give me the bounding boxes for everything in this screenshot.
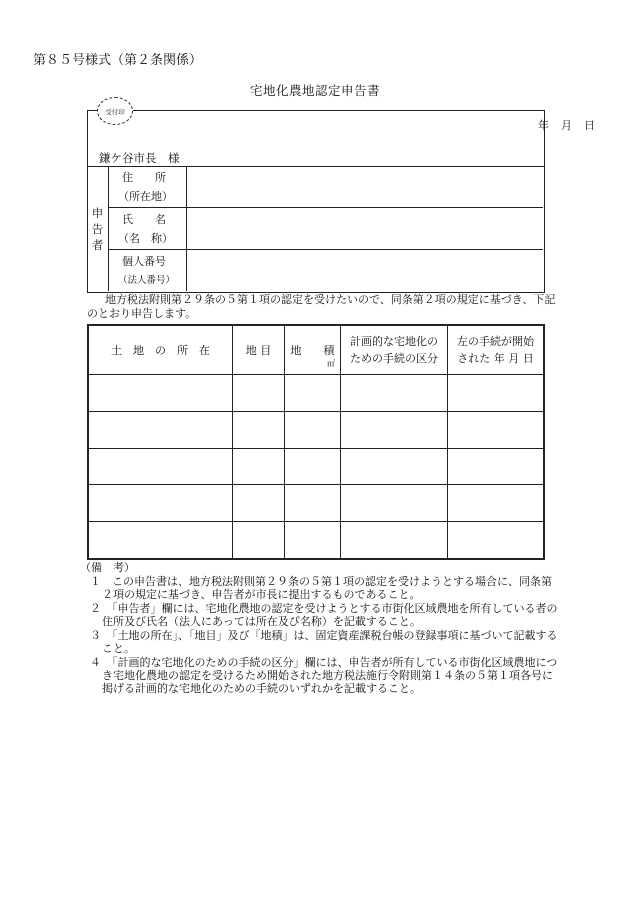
note-item-1: １ この申告書は、地方税法附則第２９条の５第１項の認定を受けようとする場合に、同条第２項の規定に基づき、申告者が市長に提出するものであること。 — [90, 575, 552, 601]
table-row — [89, 522, 544, 559]
name-row — [108, 208, 543, 250]
addressee: 鎌ケ谷市長 様 — [99, 151, 180, 165]
address-label: 住 所 — [122, 171, 166, 184]
id-number-field[interactable] — [187, 250, 543, 291]
applicant-vertical-label: 申 告 者 — [87, 166, 109, 291]
header-land-category: 地 目 — [233, 326, 285, 375]
id-number-row — [108, 250, 543, 291]
header-procedure-type: 計画的な宅地化のための手続の区分 — [341, 326, 448, 375]
name-sublabel: （名 称） — [118, 232, 173, 245]
date-day: 日 — [584, 119, 595, 132]
area-unit: ㎡ — [327, 359, 335, 368]
note-item-4: ４ 「計画的な宅地化のための手続の区分」欄には、申告者が所有している市街化区域農地につき宅地化農地の認定を受けるため開始された地方税法施行令附則第１４条の５第１項各号に掲げる計画的な宅地化のための手続のいずれかを記載すること。 — [90, 656, 558, 695]
note-item-2: ２ 「申告者」欄には、宅地化農地の認定を受けようとする市街化区域農地を所有している者の住所及び氏名（法人にあっては所在及び名称）を記載すること。 — [90, 602, 558, 628]
header-start-date: 左の手続が開始された 年 月 日 — [448, 326, 544, 375]
table-row — [89, 375, 544, 412]
id-number-sublabel: （法人番号） — [118, 275, 176, 286]
lead-text: 地方税法附則第２９条の５第１項の認定を受けたいので、同条第２項の規定に基づき、下記のとおり申告します。 — [87, 293, 556, 320]
address-sublabel: （所在地） — [118, 190, 173, 203]
table-row — [89, 485, 544, 522]
reception-stamp-mark: 受付印 — [97, 97, 133, 125]
date-line — [526, 117, 595, 133]
table-row — [89, 448, 544, 485]
header-location: 土 地 の 所 在 — [89, 326, 233, 375]
notes-section — [80, 561, 560, 695]
land-table — [87, 324, 545, 560]
date-month: 月 — [561, 119, 572, 132]
address-field[interactable] — [187, 166, 543, 207]
name-field[interactable] — [187, 208, 543, 249]
address-row — [108, 166, 543, 208]
table-row — [89, 411, 544, 448]
name-label: 氏 名 — [122, 213, 166, 226]
form-number: 第８５号様式（第２条関係） — [33, 53, 203, 68]
notes-heading: （備 考） — [80, 561, 135, 574]
note-item-3: ３ 「土地の所在」、「地目」及び「地積」は、固定資産課税台帳の登録事項に基づいて記載すること。 — [90, 629, 558, 655]
date-year: 年 — [538, 119, 549, 132]
id-number-label: 個人番号 — [122, 255, 166, 268]
document-title: 宅地化農地認定申告書 — [249, 83, 380, 98]
header-area: 地 積 ㎡ — [285, 326, 341, 375]
